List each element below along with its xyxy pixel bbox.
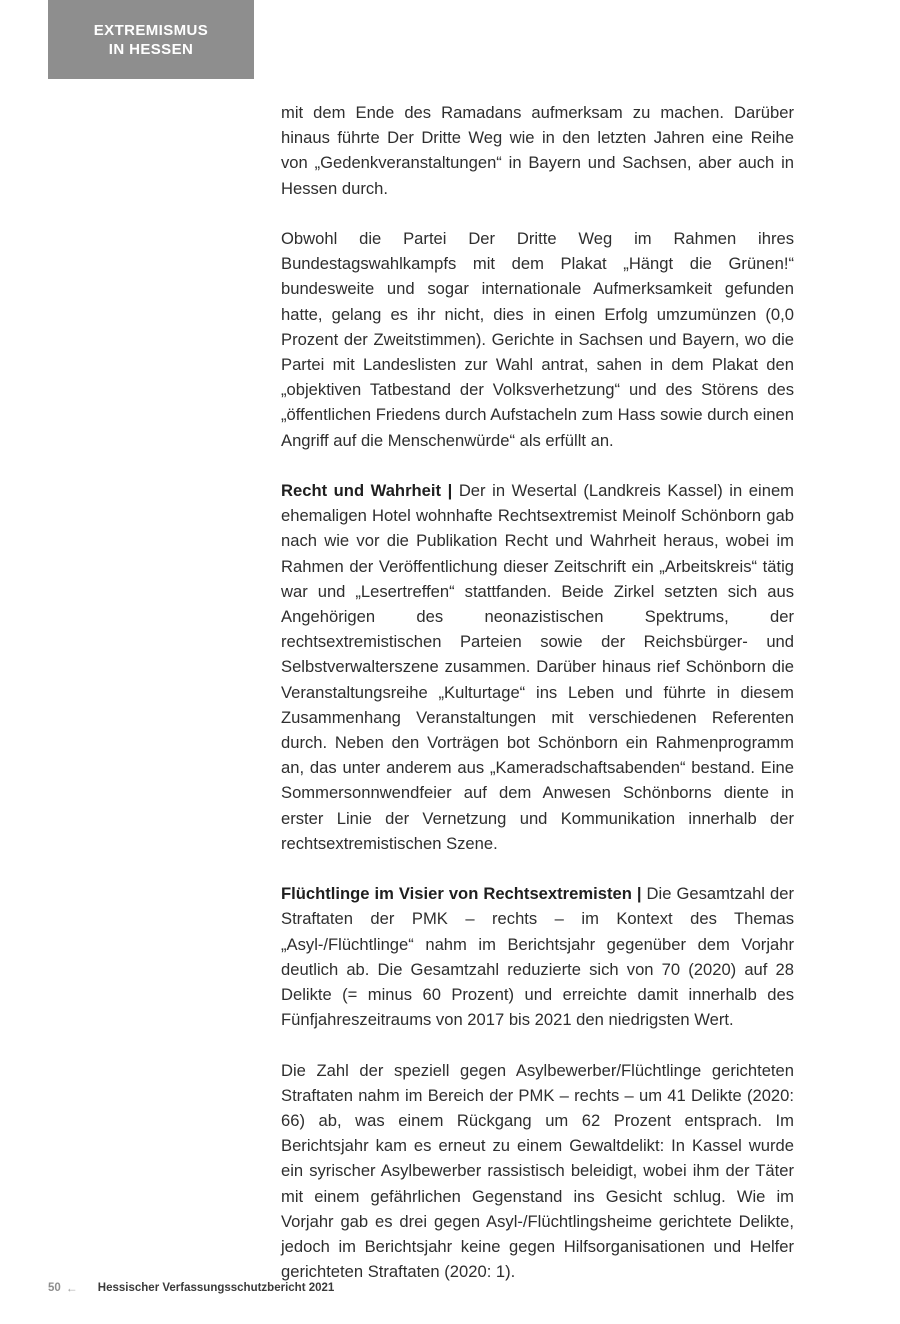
paragraph-text: mit dem Ende des Ramadans aufmerksam zu machen. Darüber hinaus führte Der Dritte Weg wie in den letzten Jahren eine Reihe von „Gedenkveranstaltungen“ in Bayern und Sachsen, aber auch in Hessen durch.	[281, 103, 794, 198]
section-title-line1: EXTREMISMUS	[93, 21, 209, 39]
paragraph	[281, 100, 794, 201]
section-tab	[48, 0, 254, 79]
page-footer	[48, 1279, 334, 1297]
paragraph-heading: Flüchtlinge im Visier von Rechtsextremisten |	[281, 884, 642, 904]
paragraph	[281, 881, 794, 1032]
paragraph	[281, 1058, 794, 1285]
publication-title: Hessischer Verfassungsschutzbericht 2021	[97, 1282, 335, 1294]
paragraph	[281, 226, 794, 453]
paragraph-text: Die Gesamtzahl der Straftaten der PMK – rechts – im Kontext des Themas „Asyl-/Flüchtlinge“ nahm im Berichtsjahr gegenüber dem Vorjahr deutlich ab. Die Gesamtzahl reduzierte sich von 70 (2020) auf 28 Delikte (= minus 60 Prozent) und erreichte damit innerhalb des Fünfjahreszeitraums von 2017 bis 2021 den niedrigsten Wert.	[281, 884, 794, 1030]
arrow-left-icon: ←	[65, 1281, 78, 1295]
body-text	[281, 100, 794, 1284]
paragraph-text: Der in Wesertal (Landkreis Kassel) in einem ehemaligen Hotel wohnhafte Rechtsextremist Meinolf Schönborn gab nach wie vor die Publikation Recht und Wahrheit heraus, wobei im Rahmen der Veröffentlichung dieser Zeitschrift ein „Arbeitskreis“ tätig war und „Lesertreffen“ stattfanden. Beide Zirkel setzten sich aus Angehörigen des neonazistischen Spektrums, der rechtsextremistischen Parteien sowie der Reichsbürger- und Selbstverwalterszene zusammen. Darüber hinaus rief Schönborn die Veranstaltungsreihe „Kulturtage“ ins Leben und führte in diesem Zusammenhang Veranstaltungen mit verschiedenen Referenten durch. Neben den Vorträgen bot Schönborn ein Rahmenprogramm an, das unter anderem aus „Kameradschaftsabenden“ bestand. Eine Sommersonnwendfeier auf dem Anwesen Schönborns diente in erster Linie der Vernetzung und Kommunikation innerhalb der rechtsextremistischen Szene.	[281, 481, 794, 853]
page-number: 50	[48, 1282, 61, 1294]
paragraph-text: Die Zahl der speziell gegen Asylbewerber/Flüchtlinge gerichteten Straftaten nahm im Bereich der PMK – rechts – um 41 Delikte (2020: 66) ab, was einem Rückgang um 62 Prozent entsprach. Im Berichtsjahr kam es erneut zu einem Gewaltdelikt: In Kassel wurde ein syrischer Asylbewerber rassistisch beleidigt, wobei ihm der Täter mit einem gefährlichen Gegenstand ins Gesicht schlug. Wie im Vorjahr gab es drei gegen Asyl-/Flüchtlingsheime gerichtete Delikte, jedoch im Berichtsjahr keine gegen Hilfsorganisationen und Helfer gerichteten Straftaten (2020: 1).	[281, 1060, 794, 1282]
paragraph-heading: Recht und Wahrheit |	[281, 481, 453, 501]
paragraph-text: Obwohl die Partei Der Dritte Weg im Rahmen ihres Bundestagswahlkampfs mit dem Plakat „Hängt die Grünen!“ bundesweite und sogar internationale Aufmerksamkeit gefunden hatte, gelang es ihr nicht, dies in einen Erfolg umzumünzen (0,0 Prozent der Zweitstimmen). Gerichte in Sachsen und Bayern, wo die Partei mit Landeslisten zur Wahl antrat, sahen in dem Plakat den „objektiven Tatbestand der Volksverhetzung“ und des Störens des „öffentlichen Friedens durch Aufstacheln zum Hass sowie durch einen Angriff auf die Menschenwürde“ als erfüllt an.	[281, 229, 794, 450]
paragraph	[281, 478, 794, 856]
section-title-line2: IN HESSEN	[108, 40, 194, 58]
